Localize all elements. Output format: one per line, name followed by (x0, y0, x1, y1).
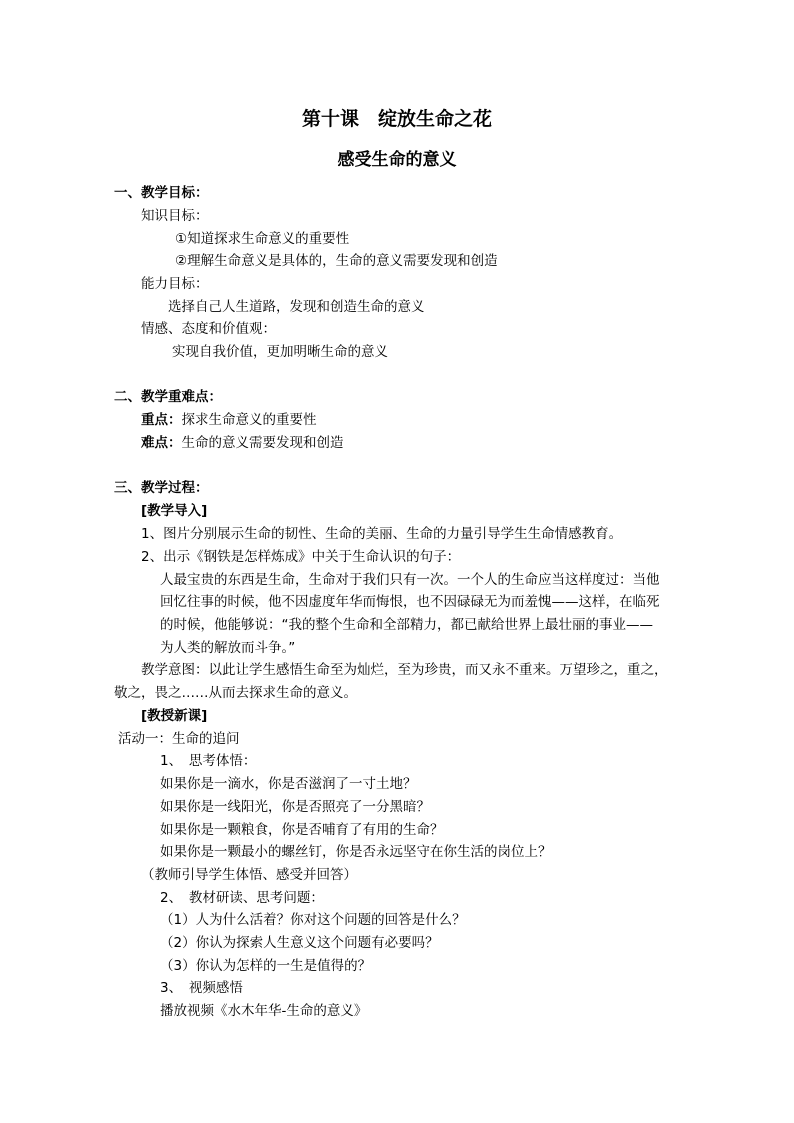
quote-line-3: 的时候，他能够说：“我的整个生命和全部精力，都已献给世界上最壮丽的事业—— (160, 617, 653, 633)
difficult-point-line (141, 434, 344, 452)
study-question-1: （1）人为什么活着？你对这个问题的回答是什么？ (160, 912, 466, 928)
question-2: 如果你是一线阳光，你是否照亮了一分黑暗？ (160, 799, 430, 815)
section-heading-key-points: 二、教学重难点： (114, 389, 222, 405)
question-3: 如果你是一颗粮食，你是否哺育了有用的生命？ (160, 822, 444, 838)
teaching-intent-line-1: 教学意图：以此让学生感悟生命至为灿烂，至为珍贵，而又永不重来。万望珍之，重之， (141, 662, 668, 678)
ability-objective-label: 能力目标： (141, 276, 209, 292)
study-question-3: （3）你认为怎样的一生是值得的？ (160, 958, 372, 974)
emotion-objective-label: 情感、态度和价值观： (141, 321, 276, 337)
study-question-2: （2）你认为探索人生意义这个问题有必要吗？ (160, 935, 439, 951)
quote-line-2: 回忆往事的时候，他不因虚度年华而悔恨，也不因碌碌无为而羞愧——这样，在临死 (160, 594, 660, 610)
knowledge-objective-1: ①知道探求生命意义的重要性 (175, 231, 350, 247)
emotion-objective-1: 实现自我价值，更加明晰生命的意义 (172, 344, 388, 360)
question-4: 如果你是一颗最小的螺丝钉，你是否永远坚守在你生活的岗位上？ (160, 844, 552, 860)
difficult-point-label: 难点： (141, 435, 182, 451)
intro-label: [教学导入] (141, 503, 208, 519)
section-heading-process: 三、教学过程： (114, 480, 209, 496)
difficult-point-text: 生命的意义需要发现和创造 (181, 435, 344, 451)
video-text: 播放视频《水木年华-生命的意义》 (160, 1003, 368, 1019)
intro-item-1: 1、图片分别展示生命的韧性、生命的美丽、生命的力量引导学生生命情感教育。 (141, 526, 623, 542)
intro-item-2: 2、出示《钢铁是怎样炼成》中关于生命认识的句子： (141, 549, 461, 565)
teaching-intent-line-2: 敬之，畏之……从而去探求生命的意义。 (114, 685, 357, 701)
quote-line-1: 人最宝贵的东西是生命，生命对于我们只有一次。一个人的生命应当这样度过：当他 (160, 572, 660, 588)
key-point-label: 重点： (141, 412, 182, 428)
new-lesson-label: [教授新课] (141, 708, 208, 724)
question-1: 如果你是一滴水，你是否滋润了一寸土地？ (160, 776, 417, 792)
activity-1-title: 活动一：生命的追问 (118, 731, 240, 747)
think-heading: 1、 思考体悟： (160, 753, 257, 769)
knowledge-objective-2: ②理解生命意义是具体的，生命的意义需要发现和创造 (175, 253, 498, 269)
study-heading: 2、 教材研读、思考问题： (160, 890, 324, 906)
key-point-line (141, 411, 317, 429)
lesson-title: 第十课 绽放生命之花 (301, 108, 492, 130)
teacher-note: （教师引导学生体悟、感受并回答） (141, 867, 357, 883)
key-point-text: 探求生命意义的重要性 (181, 412, 317, 428)
video-heading: 3、 视频感悟 (160, 980, 243, 996)
section-heading-objectives: 一、教学目标： (114, 185, 209, 201)
ability-objective-1: 选择自己人生道路，发现和创造生命的意义 (168, 299, 425, 315)
lesson-subtitle: 感受生命的意义 (337, 150, 457, 170)
knowledge-objective-label: 知识目标： (141, 208, 209, 224)
quote-line-4: 为人类的解放而斗争。” (160, 640, 296, 656)
